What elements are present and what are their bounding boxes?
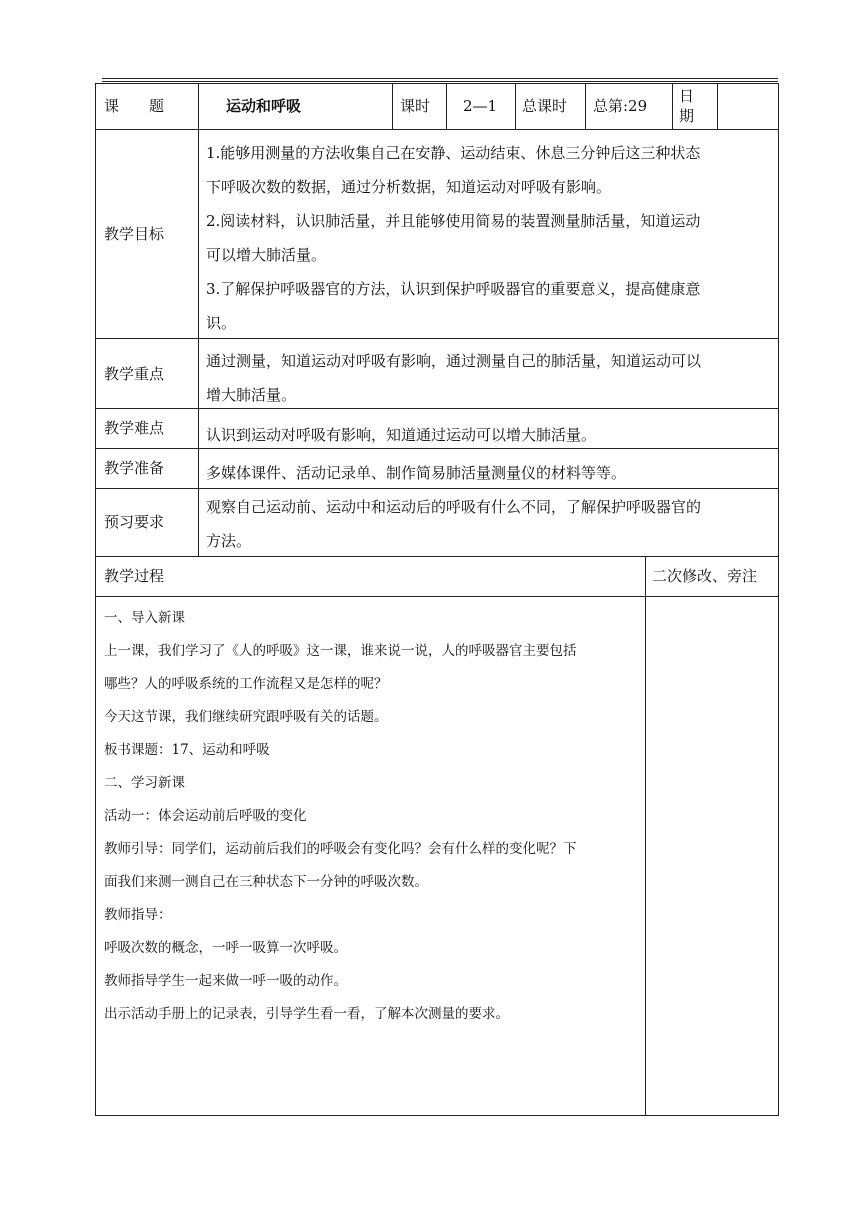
preview-text [206, 490, 772, 558]
process-line: 教师指导： [104, 907, 172, 923]
process-line: 呼吸次数的概念，一呼一吸算一次呼吸。 [104, 940, 347, 956]
key-points-text [206, 344, 772, 412]
notes-column-divider [645, 556, 646, 1116]
total-hours-value: 总第:29 [593, 97, 648, 115]
col-divider [446, 83, 447, 129]
top-rule [102, 78, 778, 79]
objectives-line: 可以增大肺活量。 [206, 246, 327, 264]
key-points-line: 通过测量，知道运动对呼吸有影响，通过测量自己的肺活量，知道运动可以 [206, 352, 702, 370]
preview-label: 预习要求 [104, 513, 165, 531]
process-line: 上一课，我们学习了《人的呼吸》这一课，谁来说一说，人的呼吸器官主要包括 [104, 643, 577, 659]
process-line: 二、学习新课 [104, 775, 185, 791]
col-divider [672, 83, 673, 129]
process-content [104, 602, 640, 1031]
preview-line: 方法。 [206, 532, 252, 550]
difficulties-text: 认识到运动对呼吸有影响，知道通过运动可以增大肺活量。 [206, 426, 597, 444]
notes-label: 二次修改、旁注 [652, 567, 758, 585]
objectives-text [206, 136, 772, 340]
col-divider [392, 83, 393, 129]
objectives-line: 下呼吸次数的数据，通过分析数据，知道运动对呼吸有影响。 [206, 178, 612, 196]
label-column-divider [198, 83, 199, 556]
objectives-line: 1.能够用测量的方法收集自己在安静、运动结束、休息三分钟后这三种状态 [206, 144, 701, 162]
process-line: 板书课题：17、运动和呼吸 [104, 742, 270, 758]
process-line: 面我们来测一测自己在三种状态下一分钟的呼吸次数。 [104, 874, 428, 890]
col-divider [515, 83, 516, 129]
preview-line: 观察自己运动前、运动中和运动后的呼吸有什么不同，了解保护呼吸器官的 [206, 498, 702, 516]
process-label: 教学过程 [104, 567, 165, 585]
col-divider [585, 83, 586, 129]
objectives-label: 教学目标 [104, 225, 165, 243]
topic-label: 课 题 [104, 97, 165, 115]
topic-value: 运动和呼吸 [226, 97, 302, 115]
date-label: 日期 [679, 87, 695, 125]
key-points-line: 增大肺活量。 [206, 386, 297, 404]
objectives-line: 识。 [206, 314, 237, 332]
preparation-text: 多媒体课件、活动记录单、制作简易肺活量测量仪的材料等等。 [206, 464, 627, 482]
objectives-line: 3.了解保护呼吸器官的方法，认识到保护呼吸器官的重要意义，提高健康意 [206, 280, 701, 298]
objectives-line: 2.阅读材料，认识肺活量，并且能够使用简易的装置测量肺活量，知道运动 [206, 212, 701, 230]
total-hours-label: 总课时 [522, 97, 568, 115]
difficulties-label: 教学难点 [104, 419, 165, 437]
process-line: 教师引导：同学们，运动前后我们的呼吸会有变化吗？会有什么样的变化呢？下 [104, 841, 577, 857]
process-line: 今天这节课，我们继续研究跟呼吸有关的话题。 [104, 709, 388, 725]
preparation-label: 教学准备 [104, 459, 165, 477]
row-divider [95, 596, 779, 597]
process-line: 出示活动手册上的记录表，引导学生看一看，了解本次测量的要求。 [104, 1006, 509, 1022]
process-line: 一、导入新课 [104, 610, 185, 626]
col-divider [717, 83, 718, 129]
process-line: 教师指导学生一起来做一呼一吸的动作。 [104, 973, 347, 989]
process-line: 活动一：体会运动前后呼吸的变化 [104, 808, 307, 824]
key-points-label: 教学重点 [104, 365, 165, 383]
top-rule-thin [102, 81, 778, 82]
process-line: 哪些？人的呼吸系统的工作流程又是怎样的呢？ [104, 676, 388, 692]
hours-value: 2—1 [463, 97, 498, 115]
hours-label: 课时 [400, 97, 431, 115]
